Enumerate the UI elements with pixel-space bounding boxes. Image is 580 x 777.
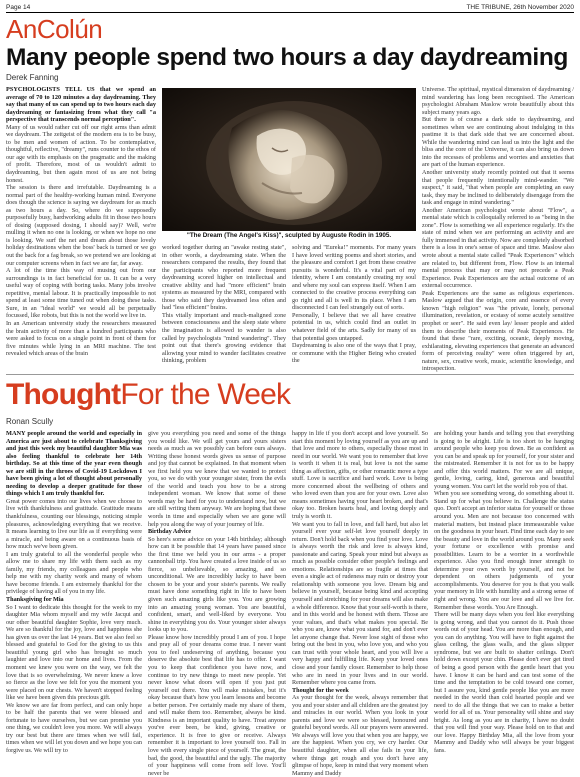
paragraph: PSYCHOLOGISTS TELL US that we spend an average of 70 to 120 minutes a day daydreaming. They say that many of us can spend up to two hours each day daydreaming or fantasizing from what they call "a perspective that transcends normal perception".: [6, 86, 156, 124]
paragraph: worked together during an "awake resting state", in other words, a daydreaming state. When the researchers compared the results, they found that the participants who reported more frequent daydreaming scored higher on intellectual and creative ability and had "more efficient" brain systems as measured by the MRI, compared with those who said they daydreamed less often and had "less efficient" brains.: [162, 244, 286, 312]
paragraph: Please know how incredibly proud I am of you. I hope and pray all of your dreams come true. I never want you to feel undeserving of anything, because you deserve the absolute best that life has to offer. I want you to keep that confidence you have now, and continue to try new things to meet new people. Yet never know what doors will open if you just put yourself out there. You will make mistakes, but it's okay because that's how you learn lessons and become a better person. I've certainly made my share of them, and will make them too. Remember, always be kind. Kindness is an important quality to have. Treat anyone you've ever been, be kind, giving, creative or experience. It is free to give or receive. Always remember it is important to love yourself too. Fall in love with every single piece of yourself. The great, the bad, the good, the beautiful and the ugly. The majority of your happiness will come from self love. You'll never be: [148, 633, 286, 777]
paragraph: We know we are far from perfect, and can only hope to be half the parents that we were blessed and fortunate to have ourselves, but we can promise you one thing, we couldn't love you more. We will always try our best but there are times when we will fail, times when we will let you down and we hope you can forgive us. We will try to: [6, 701, 142, 754]
article2-column-1: [6, 430, 142, 754]
paragraph: There will be many days when you feel like everything is going wrong, and that you cannot do it. Push those words out of your head. You are more than enough, and you can do anything. You will have to fight against the glass ceiling, the glass walls, and the glass slipper syndrome, but we are built to shatter ceilings. Don't hold down except your chin. Please don't ever get tired of being a good person with the gentle heart that you have. I know it can be hard and can test some of the time and the temptation to be cold toward one corner, but I assure you, kind gentle people like you are more needed in the world than cold hearted people and we need to do all the things that we can to make a better world for all of us. Your personality will shine and stay bright. As long as you are in charity, I have no doubt that you will find your way. Please hold on to that and our love. Happy Birthday Mia, all the love from your Mammy and Daddy who will always be your biggest fans.: [434, 611, 574, 754]
paragraph: As your thought for the week, always remember that you and your sister and all children are the greatest joy and miracles in our world. When you look in your parents and love we were so blessed, honoured and grateful beyond words. All our prayers were answered. We always will love you that when you are happy, we are the happiest. When you cry, we cry harder. Our beautiful daughter, when all else fails in your life, where things get rough and you don't have any glimpse of hope, keep in mind that very moment when Mammy and Daddy: [292, 694, 428, 777]
paragraph: Another university study recently pointed out that it seems that people frequently intentionally mind-wander. "We suspect," it said, "that when people are completing an easy task, they may be inclined to deliberately disengage from the task and engage in mind wandering.": [422, 169, 574, 207]
subheading: Thanksgiving for Mia: [6, 596, 64, 604]
paragraph: Peak Experiences are the same as religious experiences. Maslow argued that the origin, core and essence of every known "high religion" was "the private, lonely, personal illumination, revelation, or ecstasy of some acutely sensitive prophet or seer". He said even lay/ lesser people and aided them to describe their moments of Peak Experiences. He found that these "rare, exciting, oceanic, deeply moving, exhilarating, elevating experiences that generate an advanced form of perceiving reality" were often triggered by art, nature, sex, creative work, music, scientific knowledge, and introspection.: [422, 289, 574, 373]
paragraph: When you see something wrong, do something about it. Stand up for what you believe in. Challenge the status quo. Don't accept an inferior status for yourself or those around you. Men are not because too concerned with material matters, but instead place immeasurable value on the goodness in your heart. Find time each day to see the beauty and love in the world around you. Many seek your fortune or excellence with promise and possibilities. Learn to be a worrier in a worthwhile experience. Also you find enough inner strength to determine your own worth by yourself, and not be dependent on others judgements of your accomplishments. You deserve for you is that you walk your memory in life with humility and a strong sense of right and wrong. You are our love and all we live for. Remember these words. You Are Enough.: [434, 490, 574, 611]
page-header: [6, 3, 574, 13]
article-column-3: [292, 244, 416, 371]
paragraph: We want you to fall in love, and fall hard, but also let yourself ever your self-let love yourself deeply in return. Don't hold back when you find your love. Love is always worth the risk and love is always kind, passionate and caring. Speak your mind but always as much as possible consider other people's feelings and emotions. Relationships are so fragile at times that even a single act of rudeness may ruin or destroy your relationship with someone you love. Dream big and believe in yourself, because being kind and accepting yourself and stretching for your dreams will also make a whole difference. Know that your self-worth is there, and in this world and be honest with them. Those are your values, and that's what makes you special. Be who you are, know what you stand for, and don't ever let anyone change that. Never lose sight of those who bring out the best in you, who love you, and who you can trust with your whole heart, and you will live a very happy and fulfilling life. Keep your loved ones close and your family closer. Remember to help those who are in need in your lives and in our world. Remember where you came from.: [292, 520, 428, 687]
paragraph: But there is of course a dark side to daydreaming, and sometimes when we are continuing about indulging in this pastime it is that dark side that we are concerned about. While the wandering mind can lead us into the light and the bliss and the core of the Universe, it can also bring us down into the recesses of problems and worries and anxieties that are part of the human experience.: [422, 116, 574, 169]
paragraph: Personally, I believe that we all have creative potential in us, which could find an outlet in whatever field of the arts. Sadly for many of us that potential goes untapped.: [292, 311, 416, 342]
section-divider: [6, 374, 574, 375]
article-column-1: [6, 86, 156, 371]
paragraph: are holding your hands and telling you that everything is going to be alright. Life is too short to be hanging around people who keep you down. Be as confident as you can be and speak up for yourself, for your sister and the mistreated. Remember it is not for us to be happy and offer this world matters. For we are all unique, gentle, loving, caring, kind, generous and beautiful young women. You can't let the world rob you of that.: [434, 430, 574, 490]
article2-column-4: [434, 430, 574, 754]
rodin-sculpture-image: [162, 88, 416, 231]
paragraph: Another American psychologist wrote about "Flow", a mental state which is colloquially referred to as "being in the zone". Flow is something we all experience regularly. It's the state of mind when we are performing an activity and are fully immersed in that activity. Now are completely absorbed there is a loss in one's sense of space and time. Maslow also wrote about a mental state called "Peak Experiences" which are related to, but different from, Flow. Flow is an internal mental process that may or may not precede a Peak Experience. Peak Experiences are the actual outcome of an external occurrence.: [422, 206, 574, 290]
subheading: Birthday Advice: [148, 528, 192, 536]
photo-caption: "The Dream (The Angel's Kiss)", sculpted by Auguste Rodin in 1905.: [186, 232, 392, 239]
sculpture-illustration: [162, 88, 416, 231]
paragraph: The session is there and irrefutable. Daydreaming is a normal part of the healthy-working human mind. Everyone does though the science is saying we daydream for as much as two hours a day. So, where do we supposedly purposefully busy, hardworking adults fit in those two hours of dosing (supposed dosing, I should say)? Well, we're mulling it when no one is looking, or when we hope no one is looking. We surf the net and dream about those lovely holiday destinations when the boss' back is turned or we go out the back for a fag break, so we pretend we are looking at our computer screens when in fact we are far, far away.: [6, 184, 156, 267]
article-column-4: [422, 86, 574, 371]
paragraph: I am truly grateful to all the wonderful people who allow me to share my life with them such as my family, my friends, my colleagues and people who help me with my charity work and many of whom have become friends. I am extremely thankful for the privilege of having all of you in my life.: [6, 550, 142, 596]
paragraph: happy in life if you don't accept and love yourself. So start this moment by loving yourself as you are up and that love and more to others, especially those most in need in our world. We want you to remember that love is worth it when it is real, but love is not the same thing as affection, gifts, or other romantic move a type stuff. Love is sacrifice and hard work. Love is being more concerned about the wellbeing of others and who loved even than you are for your own. Love also means sometimes having your heart broken, and that's okay too. Broken hearts heal, and loving deeply and truly is worth it.: [292, 430, 428, 521]
article2-byline: Ronan Scully: [6, 417, 54, 426]
article-column-2: [162, 244, 286, 371]
paragraph: MANY people around the world and especially in America are just about to celebrate Thanksgiving and just this week my beautiful daughter Mia was also feeling thankful to celebrate her 14th birthday. So at this time of the year even though we are still in the throes of Covid-19 Lockdown I have been giving a lot of thought about personally needing to develop a deeper gratitude for those things which I am truly thankful for.: [6, 430, 142, 498]
paragraph: Many of us would rather cut off our right arms than admit we daydream. The zeitgeist of the modern era is to be busy, to be men and women of action. To be contemplative, thoughtful, reflective, "dreamy", runs counter to the ethos of our age with its emphasis on the pragmatic and the making of profit. Therefore, most of us wouldn't admit to daydreaming, but then again most of us are not being honest.: [6, 123, 156, 184]
paragraph: solving and "Eureka!" moments. For many years I have loved writing poems and short stories, and the pleasure and comfort I get from these creative pursuits is wonderful. It's a vital part of my identity, where I am constantly creating my soul and where my soul can express itself. When I am connected to the creative process everything can go right and all is well in its place. When I am disconnected I can feel strangely out of sorts.: [292, 244, 416, 312]
subheading: Thought for the week: [292, 686, 349, 694]
paragraph: A lot of the time this way of musing out from our surroundings is in fact beneficial for us. It can be a very useful way of coping with boring tasks. Many jobs involve repetitive, menial labour. It is practically impossible to not spend at least some time tuned out when doing these tasks. Sure, in an "ideal world" we would all be perpetually focussed, like robots, but this is not the world we live in.: [6, 267, 156, 320]
paragraph: Daydreaming is also one of the ways that I pray, or commune with the Higher Being who created the: [292, 342, 416, 365]
paragraph: This vitally important and much-maligned zone between consciousness and the sleep state where the imagination is allowed to wander is also called by psychologists "mind wandering". They point out that there's growing evidence that allowing your mind to wander facilitates creative thinking, problem: [162, 311, 286, 365]
paragraph: So here's some advice on your 14th birthday; although how can it be possible that 14 years have passed since the first time we held you in our arms - a proper cannonball trip. You have created a love inside of us so fierce, so unbelievable, so amazing, and so unconditional. We are incredibly lucky to have been chosen to be your and your sister's parents. We really must have done something right in life to have been given such amazing girls like you. You are growing into an amazing young woman. You are beautiful, confident, smart, and well-liked by everyone. You shine in everything you do. Your younger sister always looks up to you.: [148, 535, 286, 634]
section-title-thought-for-the-week: [6, 378, 290, 412]
paragraph: give you everything you need and some of the things you would like. We will get yours and yours sisters needs as much as we possibly can before ours always. Writing these honest words gives us sense of purpose and joy that cannot be explained. In that moment when we first held you we knew that we wanted to protect you, so we do with your younger sister, from the evils of the world and teach you how to be a strong independent woman. We know that some of these words may be hard for you to understand now, but we are still writing them anyway. We are hoping that these words in time and especially when we are gone will help you along the way of your journey of life.: [148, 430, 286, 528]
section2-title-part1: Thought: [6, 378, 121, 411]
section2-title-part2: For the Week: [120, 378, 291, 411]
paragraph: So I want to dedicate this thought for the week to my daughter Mia whom myself and my wife Jacqui and our other beautiful daughter Sophie, love very much. We are so thankful for the joy, love and happiness she has given us over the last 14 years. But we also feel so blessed and grateful to God for the giving to us this beautiful young girl who has brought so much laughter and love into our home and lives. From the moment we knew you were on the way, we felt the love that is so overwhelming. We never knew a love so fierce as the love we felt for you the moment you were placed on our chests. We haven't stopped feeling like we have been given this precious gift.: [6, 603, 142, 702]
paragraph: Great power comes into our lives when we choose to live with thankfulness and gratitude. Gratitude means thankfulness, counting our blessings, noticing simple pleasures, acknowledging everything that we receive. It means learning to live our life as if everything were a miracle, and being aware on a continuous basis of how much we've been given.: [6, 497, 142, 551]
section-title-part2: Colún: [36, 14, 103, 44]
article-byline: Derek Fanning: [6, 73, 59, 82]
section-title-an-colun: [6, 14, 102, 44]
page-number: Page 14: [6, 4, 31, 11]
article-headline: Many people spend two hours a day daydreaming: [6, 44, 568, 71]
article2-column-3: [292, 430, 428, 777]
section-title-part1: An: [6, 14, 37, 44]
publication-date: THE TRIBUNE, 26th November 2020: [466, 4, 574, 11]
article2-column-2: [148, 430, 286, 777]
paragraph: In an American university study the researchers measured the brain activity of more than a hundred participants who were asked to focus on a single point in front of them for five minutes while lying in an MRI machine. The test revealed which areas of the brain: [6, 319, 156, 358]
paragraph: Universe. The spiritual, mystical dimension of daydreaming / mind wandering has long been recognised. The American psychologist Abraham Maslow wrote beautifully about this subject many years ago.: [422, 86, 574, 116]
